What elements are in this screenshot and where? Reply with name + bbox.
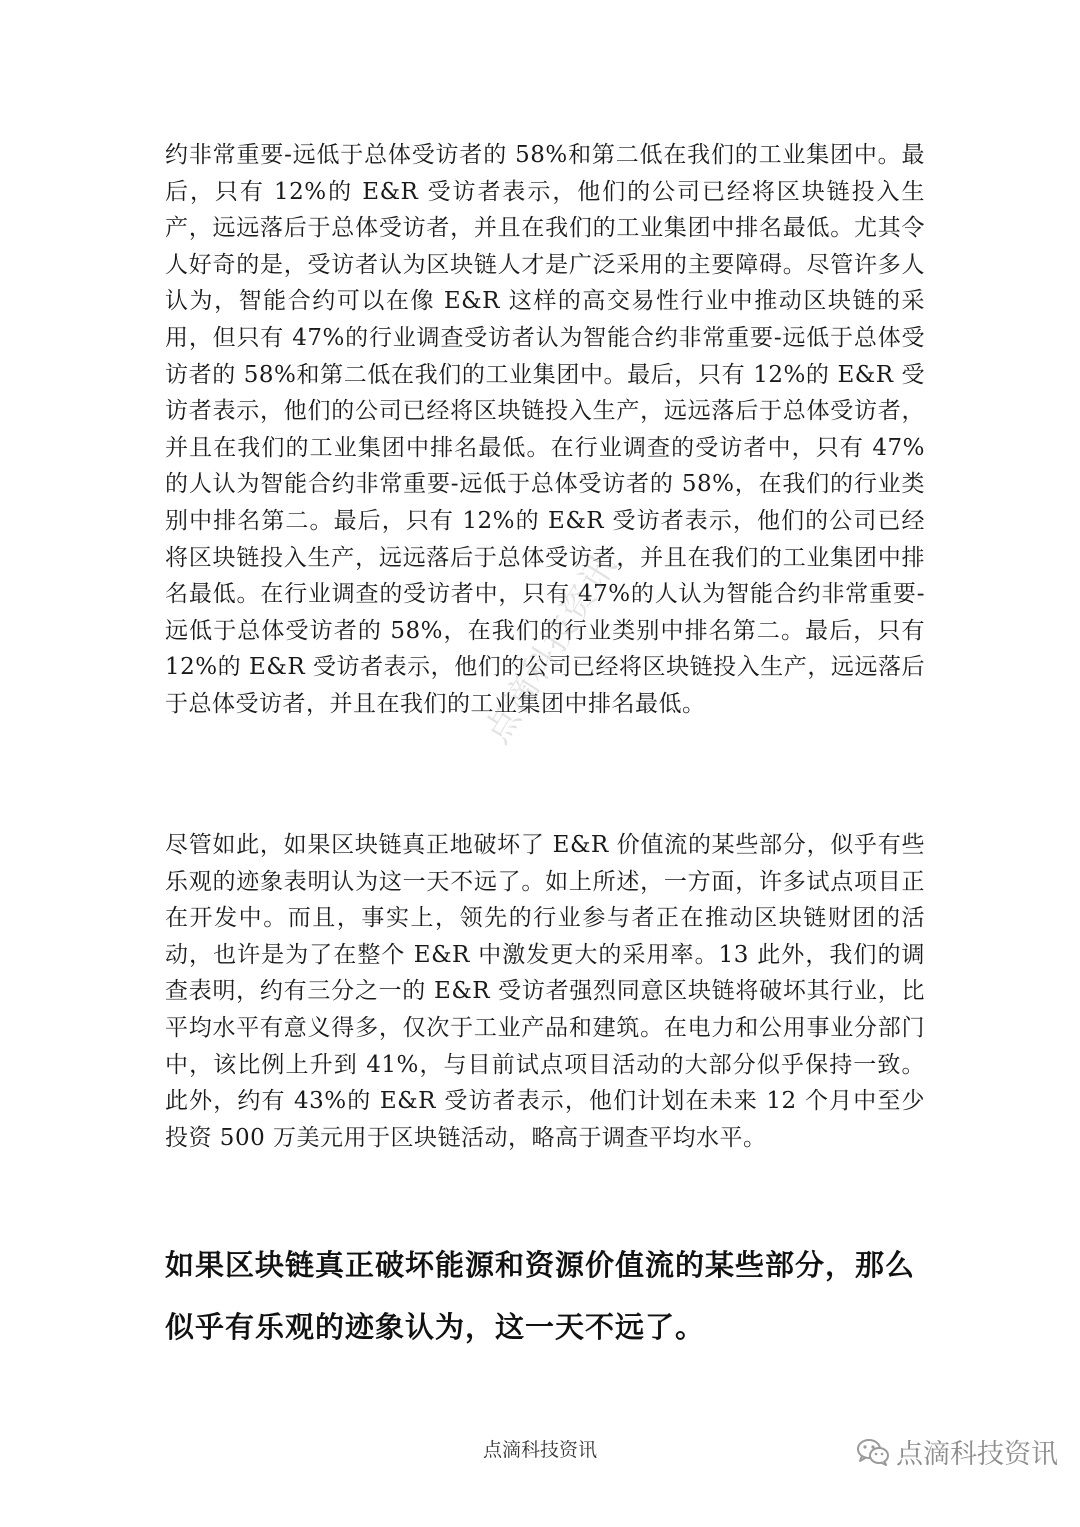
body-paragraph-1: 约非常重要-远低于总体受访者的 58%和第二低在我们的工业集团中。最后，只有 12%的 E&R 受访者表示，他们的公司已经将区块链投入生产，远远落后于总体受访者，并且在我们的工业集团中排名最低。尤其令人好奇的是，受访者认为区块链人才是广泛采用的主要障碍。尽管许多人认为，智能合约可以在像 E&R 这样的高交易性行业中推动区块链的采用，但只有 47%的行业调查受访者认为智能合约非常重要-远低于总体受访者的 58%和第二低在我们的工业集团中。最后，只有 12%的 E&R 受访者表示，他们的公司已经将区块链投入生产，远远落后于总体受访者，并且在我们的工业集团中排名最低。在行业调查的受访者中，只有 47%的人认为智能合约非常重要-远低于总体受访者的 58%，在我们的行业类别中排名第二。最后，只有 12%的 E&R 受访者表示，他们的公司已经将区块链投入生产，远远落后于总体受访者，并且在我们的工业集团中排名最低。在行业调查的受访者中，只有 47%的人认为智能合约非常重要-远低于总体受访者的 58%，在我们的行业类别中排名第二。最后，只有 12%的 E&R 受访者表示，他们的公司已经将区块链投入生产，远远落后于总体受访者，并且在我们的工业集团中排名最低。 [165, 142, 925, 717]
diagonal-watermark: 点滴科技资讯 [476, 546, 626, 751]
page-footer-label: 点滴科技资讯 [482, 1439, 597, 1461]
wechat-icon [856, 1438, 890, 1466]
section-highlight-heading: 如果区块链真正破坏能源和资源价值流的某些部分，那么似乎有乐观的迹象认为，这一天不远了。 [165, 1248, 916, 1344]
wechat-account-name: 点滴科技资讯 [896, 1439, 1058, 1470]
wechat-account-watermark [856, 1432, 1058, 1471]
body-paragraph-2: 尽管如此，如果区块链真正地破坏了 E&R 价值流的某些部分，似乎有些乐观的迹象表明认为这一天不远了。如上所述，一方面，许多试点项目正在开发中。而且，事实上，领先的行业参与者正在推动区块链财团的活动，也许是为了在整个 E&R 中激发更大的采用率。13 此外，我们的调查表明，约有三分之一的 E&R 受访者强烈同意区块链将破坏其行业，比平均水平有意义得多，仅次于工业产品和建筑。在电力和公用事业分部门中，该比例上升到 41%，与目前试点项目活动的大部分似乎保持一致。此外，约有 43%的 E&R 受访者表示，他们计划在未来 12 个月中至少投资 500 万美元用于区块链活动，略高于调查平均水平。 [165, 832, 925, 1151]
